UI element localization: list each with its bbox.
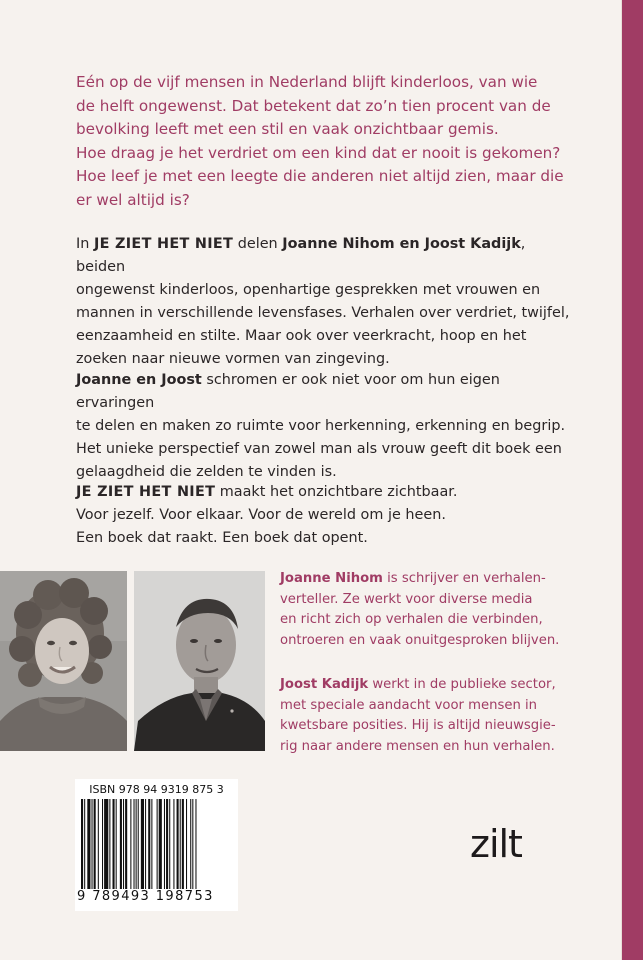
bio-line: kwetsbare posities. Hij is altijd nieuwsgie- [280, 718, 556, 733]
portrait-woman-image [0, 571, 127, 751]
text-fragment: In [76, 236, 94, 252]
paragraph-line: Een boek dat raakt. Een boek dat opent. [76, 530, 368, 546]
book-title-inline: JE ZIET HET NIET [76, 484, 216, 500]
paragraph-line: mannen in verschillende levensfases. Verhalen over verdriet, twijfel, [76, 305, 570, 321]
paragraph-line: Het unieke perspectief van zowel man als vrouw geeft dit boek een [76, 441, 562, 457]
intro-line: bevolking leeft met een stil en vaak onzichtbaar gemis. [76, 120, 499, 138]
paragraph-line: Voor jezelf. Voor elkaar. Voor de wereld om je heen. [76, 507, 446, 523]
intro-line: er wel altijd is? [76, 190, 190, 209]
paragraph-line [76, 233, 576, 279]
publisher-logo: zilt [470, 822, 522, 866]
author-names-inline: Joanne Nihom en Joost Kadijk [282, 236, 521, 252]
bio-line: verteller. Ze werkt voor diverse media [280, 591, 533, 607]
bio-line: rig naar andere mensen en hun verhalen. [280, 738, 555, 754]
bio-author-name: Joanne Nihom [280, 571, 383, 586]
bio-line: ontroeren en vaak onuitgesproken blijven. [280, 632, 560, 648]
author-photo-joanne [0, 571, 127, 751]
paragraph-closing [76, 481, 576, 550]
text-fragment: , beiden [76, 236, 526, 275]
bio-line [280, 569, 580, 590]
paragraph-line [76, 369, 576, 415]
bio-author-name: Joost Kadijk [280, 677, 369, 692]
paragraph-line: ongewenst kinderloos, openhartige gesprekken met vrouwen en [76, 282, 541, 298]
text-fragment: schromen er ook niet voor om hun eigen ervaringen [76, 372, 500, 411]
bio-joanne [280, 569, 580, 651]
paragraph-line: eenzaamheid en stilte. Maar ook over veerkracht, hoop en het [76, 328, 527, 344]
barcode-bars-icon [81, 799, 232, 889]
intro-line: Hoe draag je het verdriet om een kind dat er nooit is gekomen? [76, 143, 561, 162]
intro-line: Eén op de vijf mensen in Nederland blijft kinderloos, van wie [76, 73, 538, 91]
bio-line: met speciale aandacht voor mensen in [280, 697, 538, 713]
paragraph-line [76, 481, 576, 504]
text-fragment: is schrijver en verhalen- [382, 571, 546, 586]
text-fragment: delen [233, 236, 283, 252]
bio-line: en richt zich op verhalen die verbinden, [280, 612, 543, 627]
paragraph-line: gelaagdheid die zelden te vinden is. [76, 464, 337, 480]
bio-joost [280, 675, 580, 757]
bio-line [280, 675, 580, 696]
paragraph-description [76, 233, 576, 371]
paragraph-authors [76, 369, 576, 484]
paragraph-line: zoeken naar nieuwe vormen van zingeving. [76, 351, 390, 367]
barcode-digits: 9 789493 198753 [77, 889, 214, 904]
book-spine [622, 0, 643, 960]
author-names-inline: Joanne en Joost [76, 372, 202, 388]
author-photo-joost [134, 571, 265, 751]
isbn-barcode [75, 779, 238, 911]
book-title-inline: JE ZIET HET NIET [93, 236, 234, 252]
intro-text [76, 71, 576, 212]
intro-line: de helft ongewenst. Dat betekent dat zo’n tien procent van de [76, 96, 551, 115]
text-fragment: werkt in de publieke sector, [368, 677, 556, 692]
intro-line: Hoe leef je met een leegte die anderen niet altijd zien, maar die [76, 167, 564, 185]
paragraph-line: te delen en maken zo ruimte voor herkenning, erkenning en begrip. [76, 418, 566, 434]
portrait-man-image [134, 571, 265, 751]
isbn-label: ISBN 978 94 9319 875 3 [89, 783, 224, 796]
text-fragment: maakt het onzichtbare zichtbaar. [215, 484, 458, 500]
